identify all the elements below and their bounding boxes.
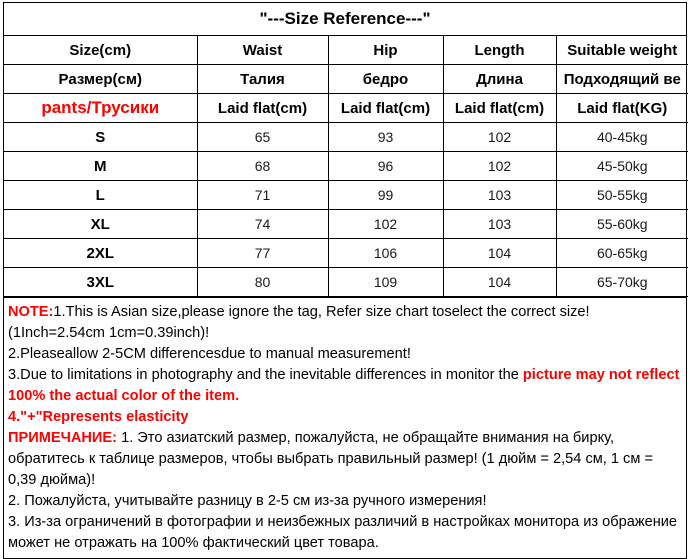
header-row-units bbox=[4, 94, 688, 123]
hip-cell: 93 bbox=[328, 123, 443, 152]
table-row bbox=[4, 123, 688, 152]
weight-cell: 55-60kg bbox=[556, 210, 688, 239]
note-ru-label: ПРИМЕЧАНИЕ: bbox=[8, 430, 118, 446]
note-ru-1 bbox=[8, 428, 682, 491]
note-1-text: 1.This is Asian size,please ignore the tag, Refer size chart toselect the correct size!(1Inch=2.54cm 1cm=0.39inch)! bbox=[8, 304, 590, 341]
size-cell: L bbox=[4, 181, 197, 210]
col-header-size: Size(cm) bbox=[4, 36, 197, 65]
unit-length: Laid flat(cm) bbox=[443, 94, 556, 123]
waist-cell: 65 bbox=[197, 123, 328, 152]
weight-cell: 45-50kg bbox=[556, 152, 688, 181]
size-cell: 3XL bbox=[4, 268, 197, 297]
note-ru-3: 3. Из-за ограничений в фотографии и неизбежных различий в настройках монитора из ображение может не отражать на 100% фактический цвет товара. bbox=[8, 514, 678, 551]
note-1 bbox=[8, 302, 682, 344]
unit-waist: Laid flat(cm) bbox=[197, 94, 328, 123]
col-header-weight-ru: Подходящий ве bbox=[556, 65, 688, 94]
note-ru-1-text: 1. Это азиатский размер, пожалуйста, не обращайте внимания на бирку, обратитесь к таблице размеров, чтобы выбрать правильный размер! (1 дюйм = 2,54 см, 1 см = 0,39 дюйма)! bbox=[8, 430, 653, 488]
note-2: 2.Pleaseallow 2-5CM differencesdue to manual measurement! bbox=[8, 346, 411, 362]
col-header-weight: Suitable weight bbox=[556, 36, 688, 65]
product-type-label: pants/Трусики bbox=[4, 94, 197, 123]
weight-cell: 50-55kg bbox=[556, 181, 688, 210]
weight-cell: 60-65kg bbox=[556, 239, 688, 268]
col-header-length-ru: Длина bbox=[443, 65, 556, 94]
weight-cell: 40-45kg bbox=[556, 123, 688, 152]
table-row bbox=[4, 210, 688, 239]
waist-cell: 80 bbox=[197, 268, 328, 297]
hip-cell: 99 bbox=[328, 181, 443, 210]
note-4: 4."+"Represents elasticity bbox=[8, 409, 189, 425]
col-header-hip: Hip bbox=[328, 36, 443, 65]
length-cell: 103 bbox=[443, 210, 556, 239]
col-header-size-ru: Размер(см) bbox=[4, 65, 197, 94]
note-label: NOTE: bbox=[8, 304, 54, 320]
length-cell: 102 bbox=[443, 123, 556, 152]
hip-cell: 102 bbox=[328, 210, 443, 239]
length-cell: 104 bbox=[443, 268, 556, 297]
waist-cell: 77 bbox=[197, 239, 328, 268]
col-header-length: Length bbox=[443, 36, 556, 65]
unit-weight: Laid flat(KG) bbox=[556, 94, 688, 123]
size-cell: 2XL bbox=[4, 239, 197, 268]
header-row-ru bbox=[4, 65, 688, 94]
hip-cell: 106 bbox=[328, 239, 443, 268]
weight-cell: 65-70kg bbox=[556, 268, 688, 297]
table-row bbox=[4, 152, 688, 181]
waist-cell: 71 bbox=[197, 181, 328, 210]
unit-hip: Laid flat(cm) bbox=[328, 94, 443, 123]
length-cell: 104 bbox=[443, 239, 556, 268]
table-row bbox=[4, 268, 688, 297]
note-3-highlight: picture may not reflect 100% the actual color of the item. bbox=[8, 367, 680, 404]
length-cell: 102 bbox=[443, 152, 556, 181]
hip-cell: 109 bbox=[328, 268, 443, 297]
table-row bbox=[4, 239, 688, 268]
size-cell: S bbox=[4, 123, 197, 152]
hip-cell: 96 bbox=[328, 152, 443, 181]
col-header-waist: Waist bbox=[197, 36, 328, 65]
page-title: "---Size Reference---" bbox=[4, 3, 686, 36]
table-row bbox=[4, 181, 688, 210]
note-3 bbox=[8, 365, 682, 407]
waist-cell: 68 bbox=[197, 152, 328, 181]
col-header-hip-ru: бедро bbox=[328, 65, 443, 94]
size-cell: M bbox=[4, 152, 197, 181]
waist-cell: 74 bbox=[197, 210, 328, 239]
length-cell: 103 bbox=[443, 181, 556, 210]
size-cell: XL bbox=[4, 210, 197, 239]
notes-section bbox=[4, 297, 686, 558]
note-ru-2: 2. Пожалуйста, учитывайте разницу в 2-5 см из-за ручного измерения! bbox=[8, 493, 487, 509]
col-header-waist-ru: Талия bbox=[197, 65, 328, 94]
header-row-en bbox=[4, 36, 688, 65]
size-table bbox=[4, 36, 688, 297]
note-3-text: 3.Due to limitations in photography and the inevitable differences in monitor the bbox=[8, 367, 523, 383]
size-reference-sheet bbox=[3, 2, 687, 559]
